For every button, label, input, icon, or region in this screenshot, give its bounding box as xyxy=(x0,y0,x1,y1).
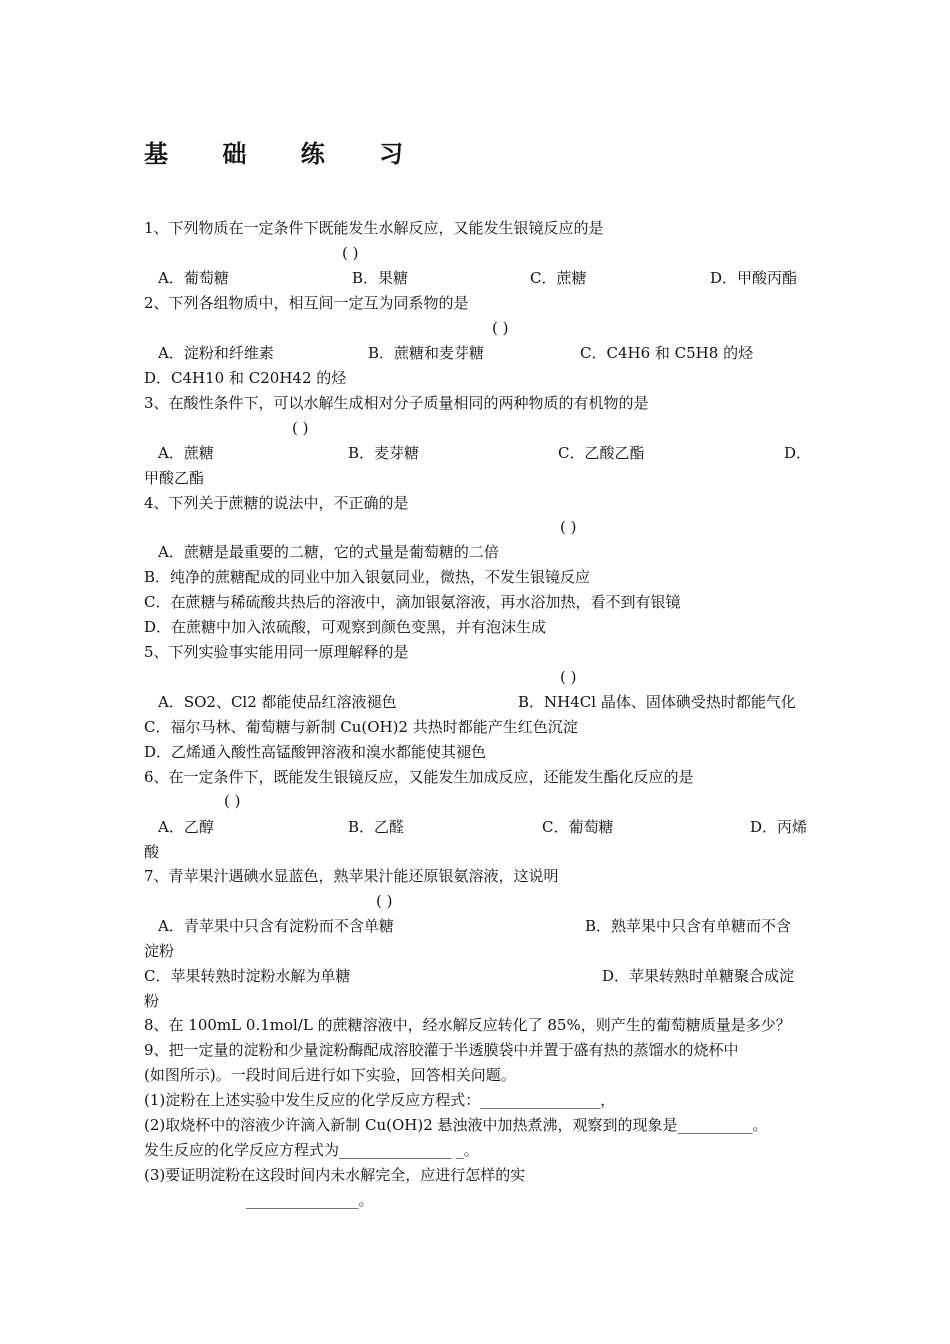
question-3-option-d-text: 甲酸乙酯 xyxy=(144,469,205,487)
question-6-option-d: D．丙烯 xyxy=(750,818,808,836)
question-5-answer-paren: ( ) xyxy=(560,668,577,686)
question-7-option-c: C．苹果转熟时淀粉水解为单糖 xyxy=(144,967,351,985)
question-2-answer-paren: ( ) xyxy=(492,319,509,337)
question-4-option-d: D．在蔗糖中加入浓硫酸，可观察到颜色变黑，并有泡沫生成 xyxy=(144,618,547,636)
question-5-option-b: B．NH4Cl 晶体、固体碘受热时都能气化 xyxy=(518,693,796,711)
question-6-option-c: C．葡萄糖 xyxy=(542,818,614,836)
question-2-option-b: B．蔗糖和麦芽糖 xyxy=(368,344,485,362)
question-5-option-d: D．乙烯通入酸性高锰酸钾溶液和溴水都能使其褪色 xyxy=(144,743,487,761)
question-4-stem: 4、下列关于蔗糖的说法中，不正确的是 xyxy=(144,494,409,512)
question-9-part-1: (1)淀粉在上述实验中发生反应的化学反应方程式：________________， xyxy=(144,1091,616,1109)
question-7-option-a: A．青苹果中只含有淀粉而不含单糖 xyxy=(158,917,394,935)
question-6-answer-paren: ( ) xyxy=(224,792,241,810)
question-3-option-a: A．蔗糖 xyxy=(158,444,214,462)
question-2-stem: 2、下列各组物质中，相互间一定互为同系物的是 xyxy=(144,294,469,312)
question-3-stem: 3、在酸性条件下，可以水解生成相对分子质量相同的两种物质的有机物的是 xyxy=(144,394,649,412)
question-1-option-b: B．果糖 xyxy=(352,269,409,287)
question-3-option-b: B．麦芽糖 xyxy=(348,444,420,462)
question-4-option-b: B．纯净的蔗糖配成的同业中加入银氨同业，微热，不发生银镜反应 xyxy=(144,568,591,586)
question-3-option-c: C．乙酸乙酯 xyxy=(558,444,645,462)
question-1-answer-paren: ( ) xyxy=(342,244,359,262)
question-5-option-a: A．SO2、Cl2 都能使品红溶液褪色 xyxy=(158,693,397,711)
question-2-option-c: C．C4H6 和 C5H8 的烃 xyxy=(580,344,754,362)
question-5-option-c: C．福尔马林、葡萄糖与新制 Cu(OH)2 共热时都能产生红色沉淀 xyxy=(144,718,578,736)
question-7-option-d-cont: 粉 xyxy=(144,992,160,1010)
question-3-option-d: D． xyxy=(784,444,812,462)
question-6-option-b: B．乙醛 xyxy=(348,818,405,836)
question-1-option-d: D．甲酸丙酯 xyxy=(710,269,798,287)
question-2-option-d: D．C4H10 和 C20H42 的烃 xyxy=(144,369,347,387)
page-title: 基 础 练 习 xyxy=(144,139,427,168)
question-2-option-a: A．淀粉和纤维素 xyxy=(158,344,274,362)
question-6-option-d-cont: 酸 xyxy=(144,843,160,861)
question-7-stem: 7、青苹果汁遇碘水显蓝色，熟苹果汁能还原银氨溶液，这说明 xyxy=(144,867,559,885)
question-1-option-c: C．蔗糖 xyxy=(530,269,587,287)
question-9-part-2-cont: 发生反应的化学反应方程式为_______________ _。 xyxy=(144,1141,479,1159)
question-1-stem: 1、下列物质在一定条件下既能发生水解反应，又能发生银镜反应的是 xyxy=(144,219,604,237)
question-9-part-2: (2)取烧杯中的溶液少许滴入新制 Cu(OH)2 悬浊液中加热煮沸，观察到的现象是__________。 xyxy=(144,1116,768,1134)
question-3-answer-paren: ( ) xyxy=(292,419,309,437)
question-9-part-3: (3)要证明淀粉在这段时间内未水解完全，应进行怎样的实 xyxy=(144,1166,526,1184)
question-7-option-b: B．熟苹果中只含有单糖而不含 xyxy=(585,917,792,935)
question-5-stem: 5、下列实验事实能用同一原理解释的是 xyxy=(144,643,409,661)
question-9-part-3-cont: _______________。 xyxy=(246,1191,374,1209)
question-6-stem: 6、在一定条件下，既能发生银镜反应，又能发生加成反应，还能发生酯化反应的是 xyxy=(144,768,694,786)
question-7-option-d: D．苹果转熟时单糖聚合成淀 xyxy=(602,967,795,985)
question-9-stem: 9、把一定量的淀粉和少量淀粉酶配成溶胶灌于半透膜袋中并置于盛有热的蒸馏水的烧杯中 xyxy=(144,1041,739,1059)
question-6-option-a: A．乙醇 xyxy=(158,818,214,836)
question-7-answer-paren: ( ) xyxy=(376,892,393,910)
question-8-stem: 8、在 100mL 0.1mol/L 的蔗糖溶液中，经水解反应转化了 85%，则产生的葡萄糖质量是多少？ xyxy=(144,1016,791,1034)
question-4-answer-paren: ( ) xyxy=(560,518,577,536)
question-4-option-a: A．蔗糖是最重要的二糖，它的式量是葡萄糖的二倍 xyxy=(158,543,499,561)
question-9-stem-cont: (如图所示)。一段时间后进行如下实验，回答相关问题。 xyxy=(144,1066,516,1084)
question-4-option-c: C．在蔗糖与稀硫酸共热后的溶液中，滴加银氨溶液，再水浴加热，看不到有银镜 xyxy=(144,593,681,611)
question-1-option-a: A．葡萄糖 xyxy=(158,269,229,287)
question-7-option-b-cont: 淀粉 xyxy=(144,942,175,960)
